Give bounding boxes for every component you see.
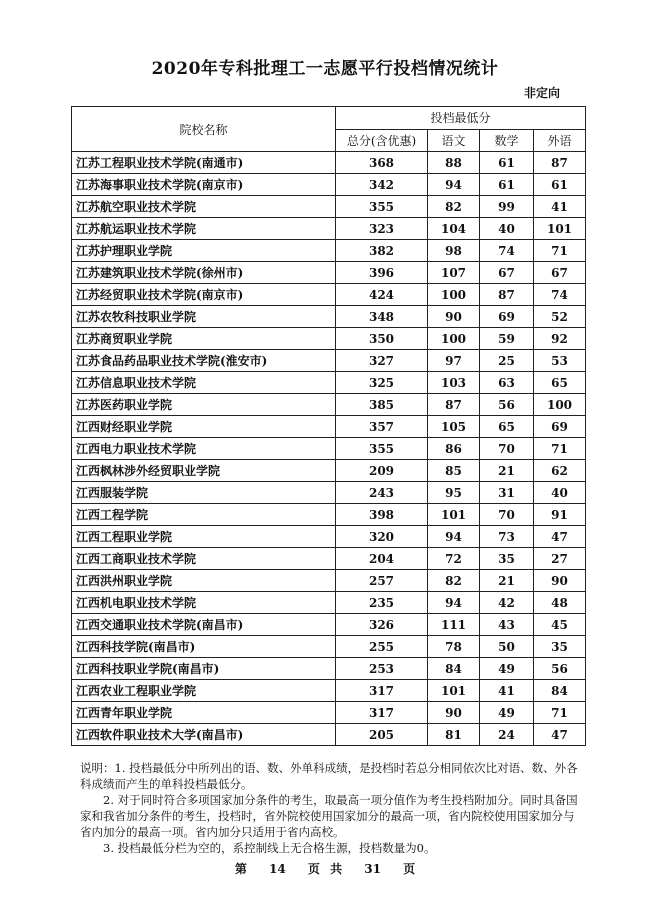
english-score-cell: 35 xyxy=(534,636,586,658)
total-score-cell: 396 xyxy=(336,262,428,284)
math-score-cell: 99 xyxy=(480,196,534,218)
school-name-cell: 江苏护理职业学院 xyxy=(72,240,336,262)
table-row xyxy=(72,416,586,438)
math-score-cell: 56 xyxy=(480,394,534,416)
table-row xyxy=(72,570,586,592)
note-1: 说明：1. 投档最低分中所列出的语、数、外单科成绩，是投档时若总分相同依次比对语、数、外各科成绩而产生的单科投档最低分。 xyxy=(80,761,578,791)
total-score-cell: 342 xyxy=(336,174,428,196)
table-row xyxy=(72,460,586,482)
english-score-cell: 74 xyxy=(534,284,586,306)
table-row xyxy=(72,174,586,196)
table-row xyxy=(72,306,586,328)
english-score-cell: 71 xyxy=(534,438,586,460)
total-score-cell: 382 xyxy=(336,240,428,262)
math-score-cell: 25 xyxy=(480,350,534,372)
math-score-cell: 59 xyxy=(480,328,534,350)
english-header: 外语 xyxy=(534,129,586,152)
english-score-cell: 67 xyxy=(534,262,586,284)
table-row xyxy=(72,438,586,460)
total-score-cell: 253 xyxy=(336,658,428,680)
school-name-cell: 江苏航运职业技术学院 xyxy=(72,218,336,240)
english-score-cell: 84 xyxy=(534,680,586,702)
english-score-cell: 40 xyxy=(534,482,586,504)
english-score-cell: 71 xyxy=(534,240,586,262)
school-name-cell: 江西软件职业技术大学(南昌市) xyxy=(72,724,336,746)
english-score-cell: 101 xyxy=(534,218,586,240)
note-3: 3. 投档最低分栏为空的，系控制线上无合格生源，投档数量为0。 xyxy=(103,841,436,855)
math-score-cell: 49 xyxy=(480,658,534,680)
english-score-cell: 47 xyxy=(534,724,586,746)
math-score-cell: 41 xyxy=(480,680,534,702)
school-name-cell: 江苏工程职业技术学院(南通市) xyxy=(72,152,336,174)
math-score-cell: 24 xyxy=(480,724,534,746)
math-score-cell: 70 xyxy=(480,438,534,460)
school-name-cell: 江苏建筑职业技术学院(徐州市) xyxy=(72,262,336,284)
chinese-score-cell: 101 xyxy=(428,504,480,526)
chinese-score-cell: 90 xyxy=(428,306,480,328)
school-name-cell: 江西枫林涉外经贸职业学院 xyxy=(72,460,336,482)
table-row xyxy=(72,328,586,350)
footer-di: 第 xyxy=(234,862,247,876)
math-header: 数学 xyxy=(480,129,534,152)
notes xyxy=(80,760,580,856)
total-header: 总分(含优惠) xyxy=(336,129,428,152)
school-name-cell: 江西机电职业技术学院 xyxy=(72,592,336,614)
math-score-cell: 70 xyxy=(480,504,534,526)
chinese-score-cell: 100 xyxy=(428,328,480,350)
footer-ye-gong: 页 共 xyxy=(307,862,343,876)
table-row xyxy=(72,196,586,218)
math-score-cell: 73 xyxy=(480,526,534,548)
school-name-cell: 江西农业工程职业学院 xyxy=(72,680,336,702)
english-score-cell: 92 xyxy=(534,328,586,350)
chinese-score-cell: 95 xyxy=(428,482,480,504)
table-row xyxy=(72,592,586,614)
min-score-group-header: 投档最低分 xyxy=(336,107,586,130)
table-body xyxy=(72,152,586,746)
english-score-cell: 61 xyxy=(534,174,586,196)
total-score-cell: 355 xyxy=(336,196,428,218)
school-name-cell: 江西工程职业学院 xyxy=(72,526,336,548)
table-row xyxy=(72,372,586,394)
total-score-cell: 209 xyxy=(336,460,428,482)
school-name-cell: 江苏农牧科技职业学院 xyxy=(72,306,336,328)
math-score-cell: 87 xyxy=(480,284,534,306)
total-score-cell: 205 xyxy=(336,724,428,746)
school-name-cell: 江西科技职业学院(南昌市) xyxy=(72,658,336,680)
footer-total-pages: 31 xyxy=(364,862,381,876)
school-name-cell: 江西洪州职业学院 xyxy=(72,570,336,592)
math-score-cell: 74 xyxy=(480,240,534,262)
english-score-cell: 90 xyxy=(534,570,586,592)
math-score-cell: 69 xyxy=(480,306,534,328)
chinese-header: 语文 xyxy=(428,129,480,152)
total-score-cell: 350 xyxy=(336,328,428,350)
school-name-cell: 江苏食品药品职业技术学院(淮安市) xyxy=(72,350,336,372)
english-score-cell: 53 xyxy=(534,350,586,372)
math-score-cell: 31 xyxy=(480,482,534,504)
school-name-cell: 江西工程学院 xyxy=(72,504,336,526)
footer-ye: 页 xyxy=(403,862,416,876)
math-score-cell: 42 xyxy=(480,592,534,614)
table-row xyxy=(72,526,586,548)
english-score-cell: 62 xyxy=(534,460,586,482)
total-score-cell: 357 xyxy=(336,416,428,438)
chinese-score-cell: 94 xyxy=(428,174,480,196)
school-name-cell: 江西财经职业学院 xyxy=(72,416,336,438)
english-score-cell: 87 xyxy=(534,152,586,174)
table-row xyxy=(72,284,586,306)
school-name-cell: 江西电力职业技术学院 xyxy=(72,438,336,460)
chinese-score-cell: 85 xyxy=(428,460,480,482)
chinese-score-cell: 82 xyxy=(428,570,480,592)
chinese-score-cell: 88 xyxy=(428,152,480,174)
school-name-cell: 江苏航空职业技术学院 xyxy=(72,196,336,218)
table-row xyxy=(72,152,586,174)
total-score-cell: 424 xyxy=(336,284,428,306)
school-name-cell: 江西青年职业学院 xyxy=(72,702,336,724)
school-name-cell: 江西科技学院(南昌市) xyxy=(72,636,336,658)
total-score-cell: 317 xyxy=(336,680,428,702)
math-score-cell: 61 xyxy=(480,174,534,196)
table-row xyxy=(72,614,586,636)
chinese-score-cell: 104 xyxy=(428,218,480,240)
school-name-cell: 江苏医药职业学院 xyxy=(72,394,336,416)
score-table xyxy=(71,106,586,746)
chinese-score-cell: 81 xyxy=(428,724,480,746)
chinese-score-cell: 103 xyxy=(428,372,480,394)
total-score-cell: 323 xyxy=(336,218,428,240)
math-score-cell: 21 xyxy=(480,460,534,482)
english-score-cell: 48 xyxy=(534,592,586,614)
note-2: 2. 对于同时符合多项国家加分条件的考生，取最高一项分值作为考生投档附加分。同时具备国家和我省加分条件的考生，投档时，省外院校使用国家加分的最高一项，省内院校使用国家加分与省内加分的最高一项。省内加分只适用于省内高校。 xyxy=(80,793,578,839)
school-name-cell: 江苏商贸职业学院 xyxy=(72,328,336,350)
chinese-score-cell: 101 xyxy=(428,680,480,702)
chinese-score-cell: 105 xyxy=(428,416,480,438)
table-row xyxy=(72,504,586,526)
math-score-cell: 40 xyxy=(480,218,534,240)
table-row xyxy=(72,702,586,724)
total-score-cell: 368 xyxy=(336,152,428,174)
english-score-cell: 41 xyxy=(534,196,586,218)
chinese-score-cell: 84 xyxy=(428,658,480,680)
chinese-score-cell: 107 xyxy=(428,262,480,284)
total-score-cell: 355 xyxy=(336,438,428,460)
school-name-cell: 江西工商职业技术学院 xyxy=(72,548,336,570)
english-score-cell: 71 xyxy=(534,702,586,724)
table-row xyxy=(72,394,586,416)
table-row xyxy=(72,680,586,702)
category-label: 非定向 xyxy=(523,86,560,100)
chinese-score-cell: 82 xyxy=(428,196,480,218)
table-row xyxy=(72,636,586,658)
school-name-cell: 江苏海事职业技术学院(南京市) xyxy=(72,174,336,196)
total-score-cell: 317 xyxy=(336,702,428,724)
total-score-cell: 243 xyxy=(336,482,428,504)
english-score-cell: 69 xyxy=(534,416,586,438)
chinese-score-cell: 94 xyxy=(428,592,480,614)
table-row xyxy=(72,262,586,284)
total-score-cell: 257 xyxy=(336,570,428,592)
table-row xyxy=(72,658,586,680)
english-score-cell: 45 xyxy=(534,614,586,636)
school-name-cell: 江苏信息职业技术学院 xyxy=(72,372,336,394)
total-score-cell: 325 xyxy=(336,372,428,394)
math-score-cell: 43 xyxy=(480,614,534,636)
table-row xyxy=(72,240,586,262)
table-row xyxy=(72,218,586,240)
english-score-cell: 47 xyxy=(534,526,586,548)
english-score-cell: 100 xyxy=(534,394,586,416)
page-footer xyxy=(0,860,650,877)
math-score-cell: 67 xyxy=(480,262,534,284)
chinese-score-cell: 78 xyxy=(428,636,480,658)
math-score-cell: 49 xyxy=(480,702,534,724)
total-score-cell: 385 xyxy=(336,394,428,416)
chinese-score-cell: 98 xyxy=(428,240,480,262)
english-score-cell: 65 xyxy=(534,372,586,394)
table-row xyxy=(72,548,586,570)
math-score-cell: 65 xyxy=(480,416,534,438)
school-name-cell: 江西服装学院 xyxy=(72,482,336,504)
page-title: 2020年专科批理工一志愿平行投档情况统计 xyxy=(151,59,499,79)
total-score-cell: 348 xyxy=(336,306,428,328)
math-score-cell: 21 xyxy=(480,570,534,592)
total-score-cell: 255 xyxy=(336,636,428,658)
math-score-cell: 50 xyxy=(480,636,534,658)
chinese-score-cell: 97 xyxy=(428,350,480,372)
total-score-cell: 320 xyxy=(336,526,428,548)
footer-page-number: 14 xyxy=(269,862,286,876)
total-score-cell: 398 xyxy=(336,504,428,526)
math-score-cell: 35 xyxy=(480,548,534,570)
chinese-score-cell: 94 xyxy=(428,526,480,548)
total-score-cell: 327 xyxy=(336,350,428,372)
chinese-score-cell: 90 xyxy=(428,702,480,724)
chinese-score-cell: 87 xyxy=(428,394,480,416)
english-score-cell: 56 xyxy=(534,658,586,680)
chinese-score-cell: 86 xyxy=(428,438,480,460)
math-score-cell: 63 xyxy=(480,372,534,394)
total-score-cell: 204 xyxy=(336,548,428,570)
table-row xyxy=(72,350,586,372)
chinese-score-cell: 100 xyxy=(428,284,480,306)
table-row xyxy=(72,724,586,746)
english-score-cell: 91 xyxy=(534,504,586,526)
school-name-cell: 江苏经贸职业技术学院(南京市) xyxy=(72,284,336,306)
total-score-cell: 235 xyxy=(336,592,428,614)
chinese-score-cell: 72 xyxy=(428,548,480,570)
total-score-cell: 326 xyxy=(336,614,428,636)
table-row xyxy=(72,482,586,504)
school-name-header: 院校名称 xyxy=(72,107,336,152)
english-score-cell: 27 xyxy=(534,548,586,570)
school-name-cell: 江西交通职业技术学院(南昌市) xyxy=(72,614,336,636)
math-score-cell: 61 xyxy=(480,152,534,174)
chinese-score-cell: 111 xyxy=(428,614,480,636)
english-score-cell: 52 xyxy=(534,306,586,328)
